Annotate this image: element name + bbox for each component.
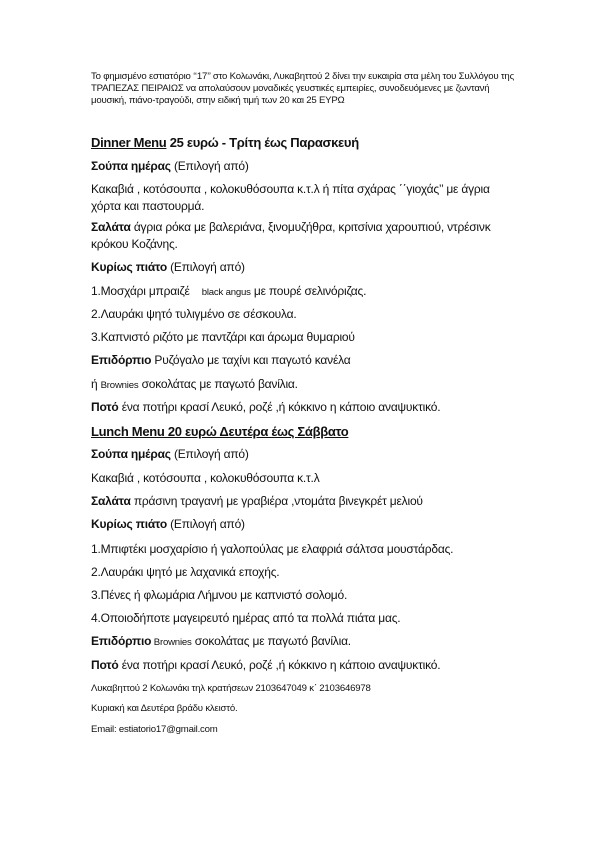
footer-email: Email: estiatorio17@gmail.com: [91, 724, 218, 735]
lunch-main-label: Κυρίως πιάτο: [91, 517, 167, 531]
dinner-dessert-alt-rest: σοκολάτας με παγωτό βανίλια.: [138, 377, 298, 391]
dinner-soup-items: Κακαβιά , κοτόσουπα , κολοκυθόσουπα κ.τ.λ ή πίτα σχάρας ΄΄γιοχάς’’ με άγρια χόρτα και παστουρμά.: [91, 182, 490, 213]
lunch-soup-label: Σούπα ημέρας: [91, 447, 171, 461]
dinner-salad: [91, 219, 511, 253]
dinner-soup-heading: [91, 159, 249, 173]
dinner-drink-label: Ποτό: [91, 400, 119, 414]
dinner-menu-title-rest: 25 ευρώ - Τρίτη έως Παρασκευή: [166, 135, 359, 150]
dinner-main-heading: [91, 260, 245, 274]
dinner-drink: [91, 400, 440, 414]
lunch-main-item-3: 3.Πένες ή φλωμάρια Λήμνου με καπνιστό σολομό.: [91, 588, 348, 602]
dinner-drink-text: ένα ποτήρι κρασί Λευκό, ροζέ ,ή κόκκινο η κάποιο αναψυκτικό.: [118, 400, 441, 414]
lunch-drink: [91, 658, 440, 672]
lunch-soup-heading: [91, 447, 249, 461]
dinner-main-item-1: [91, 284, 366, 298]
lunch-soup-note: (Επιλογή από): [170, 447, 249, 461]
lunch-main-note: (Επιλογή από): [166, 517, 245, 531]
dinner-salad-text: άγρια ρόκα με βαλεριάνα, ξινομυζήθρα, κριτσίνια χαρουπιού, ντρέσινκ κρόκου Κοζάνης.: [91, 220, 491, 251]
lunch-salad-text: πράσινη τραγανή με γραβιέρα ,ντομάτα βινεγκρέτ μελιού: [130, 494, 423, 508]
dinner-dessert-alt-prefix: ή: [91, 377, 101, 391]
lunch-main-item-1: 1.Μπιφτέκι μοσχαρίσιο ή γαλοπούλας με ελαφριά σάλτσα μουστάρδας.: [91, 542, 454, 556]
intro-paragraph: Το φημισμένο εστιατόριο ‘‘17’’ στο Κολωνάκι, Λυκαβηττού 2 δίνει την ευκαιρία στα μέλη του Συλλόγου της ΤΡΑΠΕΖΑΣ ΠΕΙΡΑΙΩΣ να απολαύσουν μοναδικές γευστικές εμπειρίες, συνοδευόμενες με ζωντανή μουσική, πιάνο-τραγούδι, στην ειδική τιμή των 20 και 25 ΕΥΡΩ: [91, 71, 514, 106]
lunch-main-item-4: 4.Οποιοδήποτε μαγειρευτό ημέρας από τα πολλά πιάτα μας.: [91, 611, 401, 625]
dinner-dessert-label: Επιδόρπιο: [91, 353, 152, 367]
dinner-dessert-alternative: [91, 377, 298, 391]
dinner-dessert: [91, 353, 350, 367]
lunch-salad-label: Σαλάτα: [91, 494, 131, 508]
lunch-soup-items: Κακαβιά , κοτόσουπα , κολοκυθόσουπα κ.τ.λ: [91, 471, 320, 485]
lunch-dessert-rest: σοκολάτας με παγωτό βανίλια.: [191, 634, 351, 648]
footer-closed-days: Κυριακή και Δευτέρα βράδυ κλειστό.: [91, 703, 238, 714]
dinner-main1-rest: με πουρέ σελινόριζας.: [250, 284, 367, 298]
lunch-dessert-label: Επιδόρπιο: [91, 634, 152, 648]
dinner-dessert-alt-brownies: Brownies: [100, 380, 139, 391]
dinner-menu-title: [91, 135, 359, 150]
dinner-menu-title-underlined: Dinner Menu: [91, 135, 167, 150]
dinner-main-note: (Επιλογή από): [166, 260, 245, 274]
dinner-main1-text: 1.Μοσχάρι μπραιζέ: [91, 284, 190, 298]
dinner-soup-note: (Επιλογή από): [170, 159, 249, 173]
footer-address-phone: Λυκαβηττού 2 Κολωνάκι τηλ κρατήσεων 2103647049 κ΄ 2103646978: [91, 683, 371, 694]
dinner-dessert-text: Ρυζόγαλο με ταχίνι και παγωτό κανέλα: [151, 353, 351, 367]
dinner-salad-label: Σαλάτα: [91, 220, 131, 234]
dinner-main1-brand: black angus: [201, 287, 251, 298]
dinner-soup-label: Σούπα ημέρας: [91, 159, 171, 173]
lunch-drink-text: ένα ποτήρι κρασί Λευκό, ροζέ ,ή κόκκινο η κάποιο αναψυκτικό.: [118, 658, 441, 672]
dinner-main-item-3: 3.Καπνιστό ριζότο με παντζάρι και άρωμα θυμαριού: [91, 330, 355, 344]
lunch-menu-title: Lunch Menu 20 ευρώ Δευτέρα έως Σάββατο: [91, 424, 349, 439]
dinner-main-label: Κυρίως πιάτο: [91, 260, 167, 274]
lunch-drink-label: Ποτό: [91, 658, 119, 672]
dinner-main-item-2: 2.Λαυράκι ψητό τυλιγμένο σε σέσκουλα.: [91, 307, 297, 321]
lunch-dessert-brownies: Brownies: [151, 637, 192, 648]
lunch-salad: [91, 494, 423, 508]
lunch-main-heading: [91, 517, 245, 531]
lunch-main-item-2: 2.Λαυράκι ψητό με λαχανικά εποχής.: [91, 565, 280, 579]
lunch-dessert: [91, 634, 351, 648]
